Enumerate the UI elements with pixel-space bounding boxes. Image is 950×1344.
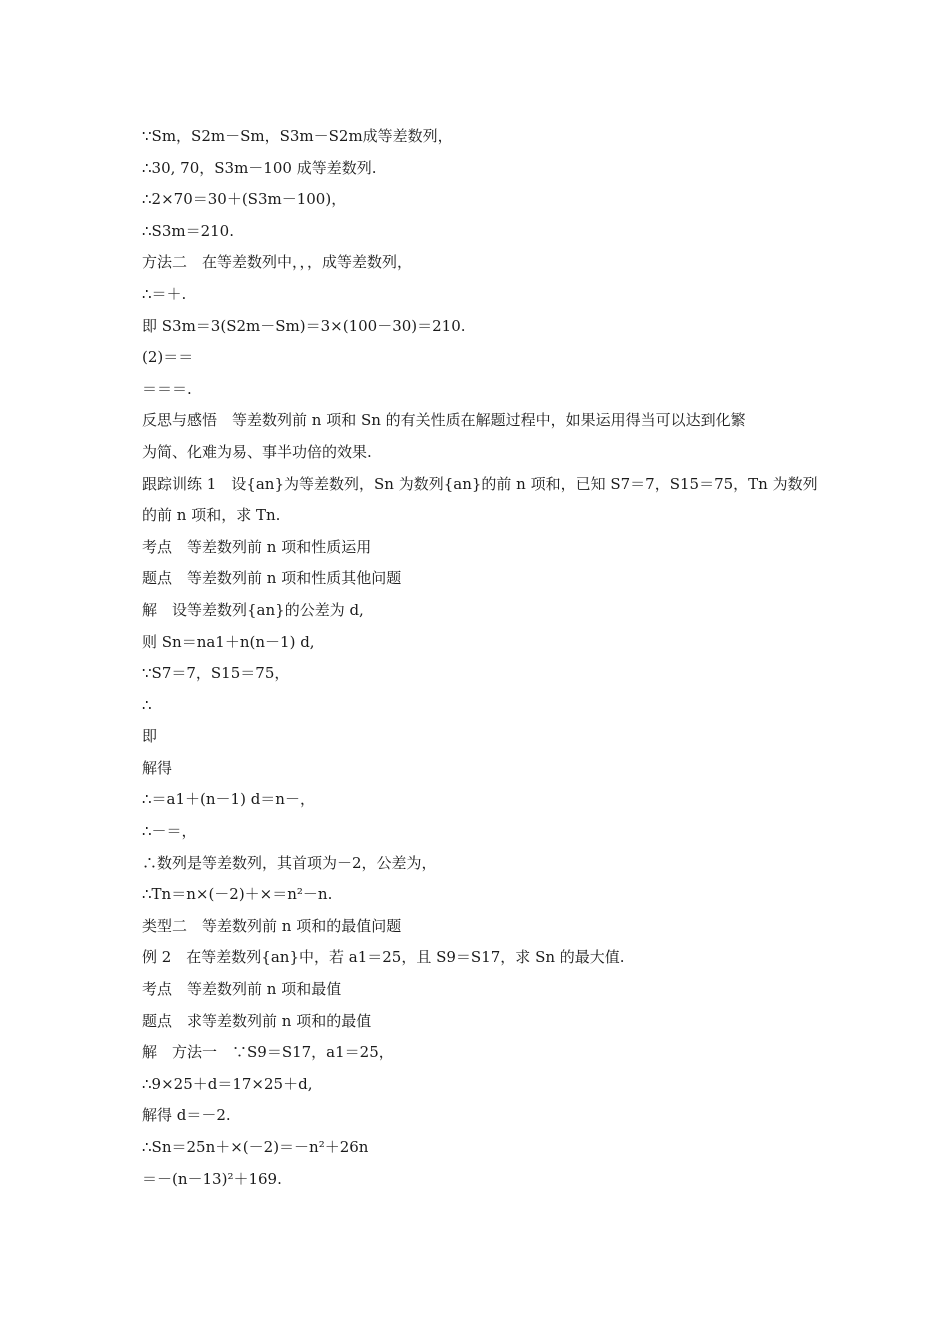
text-line: 解得 d＝－2. [142, 1106, 231, 1125]
text-line: 考点 等差数列前 n 项和最值 [142, 980, 342, 999]
text-line: ∴9×25＋d＝17×25＋d, [142, 1074, 313, 1093]
text-line: 题点 求等差数列前 n 项和的最值 [142, 1011, 372, 1030]
text-line: 解 方法一 ∵S9＝S17，a1＝25， [142, 1043, 394, 1062]
text-line: ∴＝＋. [142, 284, 187, 303]
text-line: ∵Sm，S2m－Sm，S3m－S2m成等差数列， [142, 127, 453, 145]
text-line: 类型二 等差数列前 n 项和的最值问题 [142, 916, 402, 935]
text-line: ∴ [142, 695, 152, 714]
text-line: 跟踪训练 1 设{an}为等差数列，Sn 为数列{an}的前 n 项和，已知 S7＝7，S15＝75，Tn 为数列 [142, 474, 818, 493]
text-line: 则 Sn＝na1＋n(n－1) d, [142, 632, 315, 651]
text-line: 反思与感悟 等差数列前 n 项和 Sn 的有关性质在解题过程中，如果运用得当可以达到化繁 [142, 411, 746, 430]
text-line: 即 S3m＝3(S2m－Sm)＝3×(100－30)＝210. [142, 316, 466, 335]
text-line: 解得 [142, 758, 173, 777]
text-line: ∴－＝， [142, 822, 197, 841]
text-line: 解 设等差数列{an}的公差为 d, [142, 600, 364, 619]
text-line: ＝＝＝. [142, 379, 192, 398]
text-line: ∴＝a1＋(n－1) d＝n－， [142, 790, 315, 809]
text-line: 题点 等差数列前 n 项和性质其他问题 [142, 569, 402, 588]
text-line: 方法二 在等差数列中，，，成等差数列， [142, 253, 413, 272]
text-line: ∴Sn＝25n＋×(－2)＝－n²＋26n [142, 1138, 369, 1156]
text-line: ∴S3m＝210. [142, 221, 234, 240]
text-line: 为简、化难为易、事半功倍的效果. [142, 442, 372, 461]
text-line: (2)＝＝ [142, 348, 194, 367]
text-line: ∴数列是等差数列，其首项为－2，公差为， [142, 853, 437, 872]
text-line: ∴30, 70，S3m－100 成等差数列. [142, 158, 377, 177]
text-line: 即 [142, 727, 158, 746]
text-line: ＝－(n－13)²＋169. [142, 1169, 282, 1188]
text-line: ∵S7＝7，S15＝75， [142, 664, 290, 683]
text-line: 考点 等差数列前 n 项和性质运用 [142, 537, 372, 556]
text-line: 例 2 在等差数列{an}中，若 a1＝25，且 S9＝S17，求 Sn 的最大值. [142, 948, 625, 967]
text-line: ∴2×70＝30＋(S3m－100)， [142, 190, 347, 209]
text-body [142, 121, 832, 1195]
text-line: ∴Tn＝n×(－2)＋×＝n²－n. [142, 885, 333, 904]
text-line: 的前 n 项和，求 Tn. [142, 506, 281, 525]
